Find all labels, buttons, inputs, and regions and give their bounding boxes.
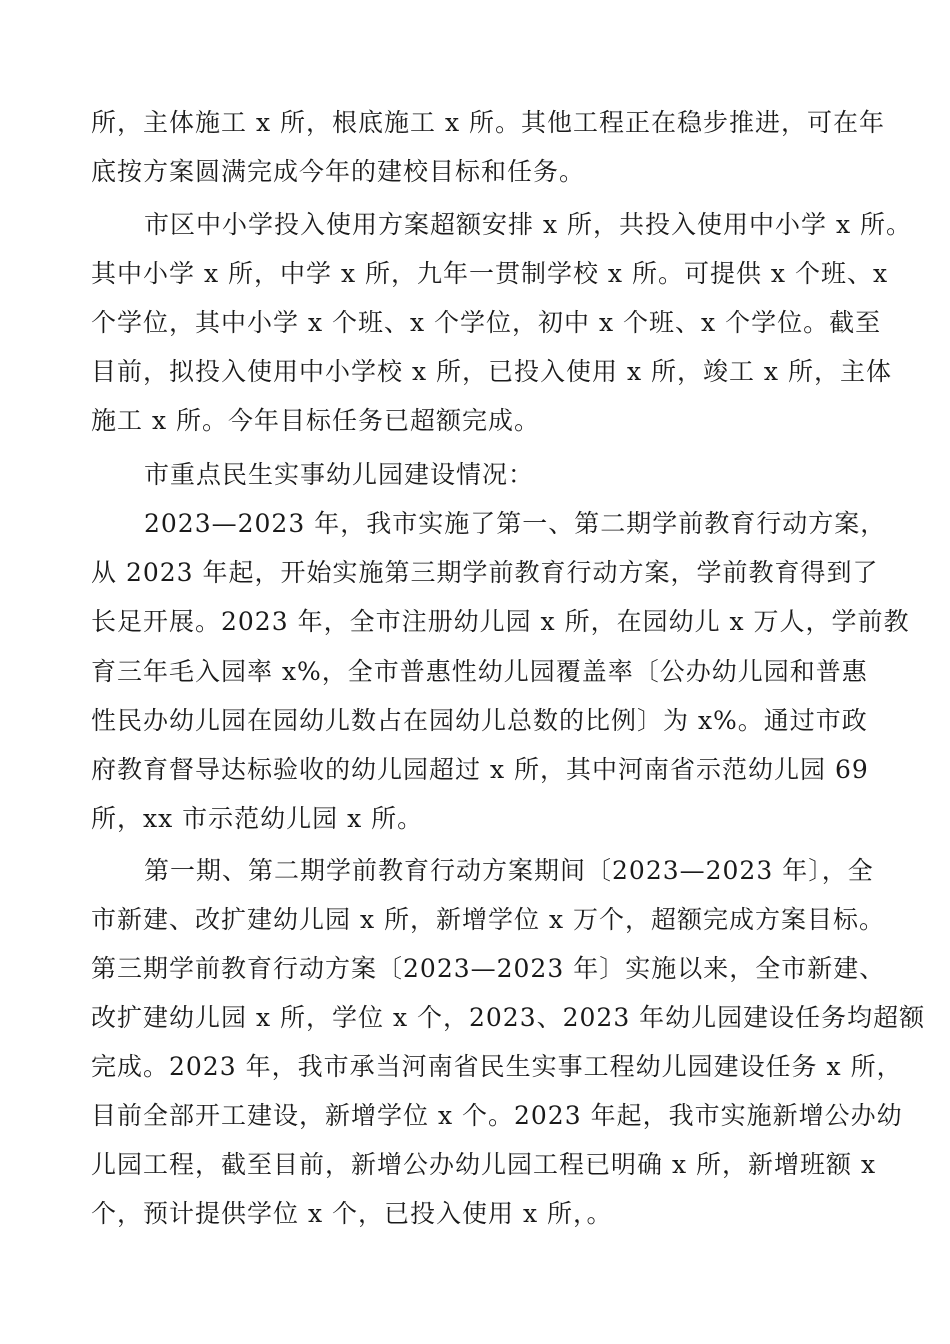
text-line: 2023—2023 年，我市实施了第一、第二期学前教育行动方案， — [144, 509, 887, 538]
text-line: 市区中小学投入使用方案超额安排 x 所，共投入使用中小学 x 所。 — [144, 210, 912, 239]
text-line: 目前全部开工建设，新增学位 x 个。2023 年起，我市实施新增公办幼 — [91, 1101, 903, 1130]
text-line: 从 2023 年起，开始实施第三期学前教育行动方案，学前教育得到了 — [91, 558, 879, 587]
text-line: 个学位，其中小学 x 个班、x 个学位，初中 x 个班、x 个学位。截至 — [91, 308, 882, 337]
text-line: 改扩建幼儿园 x 所，学位 x 个，2023、2023 年幼儿园建设任务均超额 — [91, 1003, 926, 1032]
text-line: 施工 x 所。今年目标任务已超额完成。 — [91, 406, 540, 435]
text-line: 第三期学前教育行动方案〔2023—2023 年〕实施以来，全市新建、 — [91, 954, 886, 983]
text-line: 底按方案圆满完成今年的建校目标和任务。 — [91, 157, 586, 186]
text-line: 第一期、第二期学前教育行动方案期间〔2023—2023 年〕，全 — [144, 856, 874, 885]
text-line: 完成。2023 年，我市承当河南省民生实事工程幼儿园建设任务 x 所， — [91, 1052, 903, 1081]
text-line: 个，预计提供学位 x 个，已投入使用 x 所，。 — [91, 1199, 613, 1228]
section-heading: 市重点民生实事幼儿园建设情况： — [144, 460, 535, 489]
text-line: 目前，拟投入使用中小学校 x 所，已投入使用 x 所，竣工 x 所，主体 — [91, 357, 892, 386]
text-line: 府教育督导达标验收的幼儿园超过 x 所，其中河南省示范幼儿园 69 — [91, 755, 869, 784]
text-line: 儿园工程，截至目前，新增公办幼儿园工程已明确 x 所，新增班额 x — [91, 1150, 877, 1179]
text-line: 长足开展。2023 年，全市注册幼儿园 x 所，在园幼儿 x 万人，学前教 — [91, 607, 910, 636]
text-line: 所，主体施工 x 所，根底施工 x 所。其他工程正在稳步推进，可在年 — [91, 108, 885, 137]
text-line: 性民办幼儿园在园幼儿数占在园幼儿总数的比例〕为 x%。通过市政 — [91, 706, 868, 735]
text-line: 其中小学 x 所，中学 x 所，九年一贯制学校 x 所。可提供 x 个班、x — [91, 259, 889, 288]
text-line: 市新建、改扩建幼儿园 x 所，新增学位 x 万个，超额完成方案目标。 — [91, 905, 885, 934]
text-line: 育三年毛入园率 x%，全市普惠性幼儿园覆盖率〔公办幼儿园和普惠 — [91, 657, 868, 686]
text-line: 所，xx 市示范幼儿园 x 所。 — [91, 804, 424, 833]
